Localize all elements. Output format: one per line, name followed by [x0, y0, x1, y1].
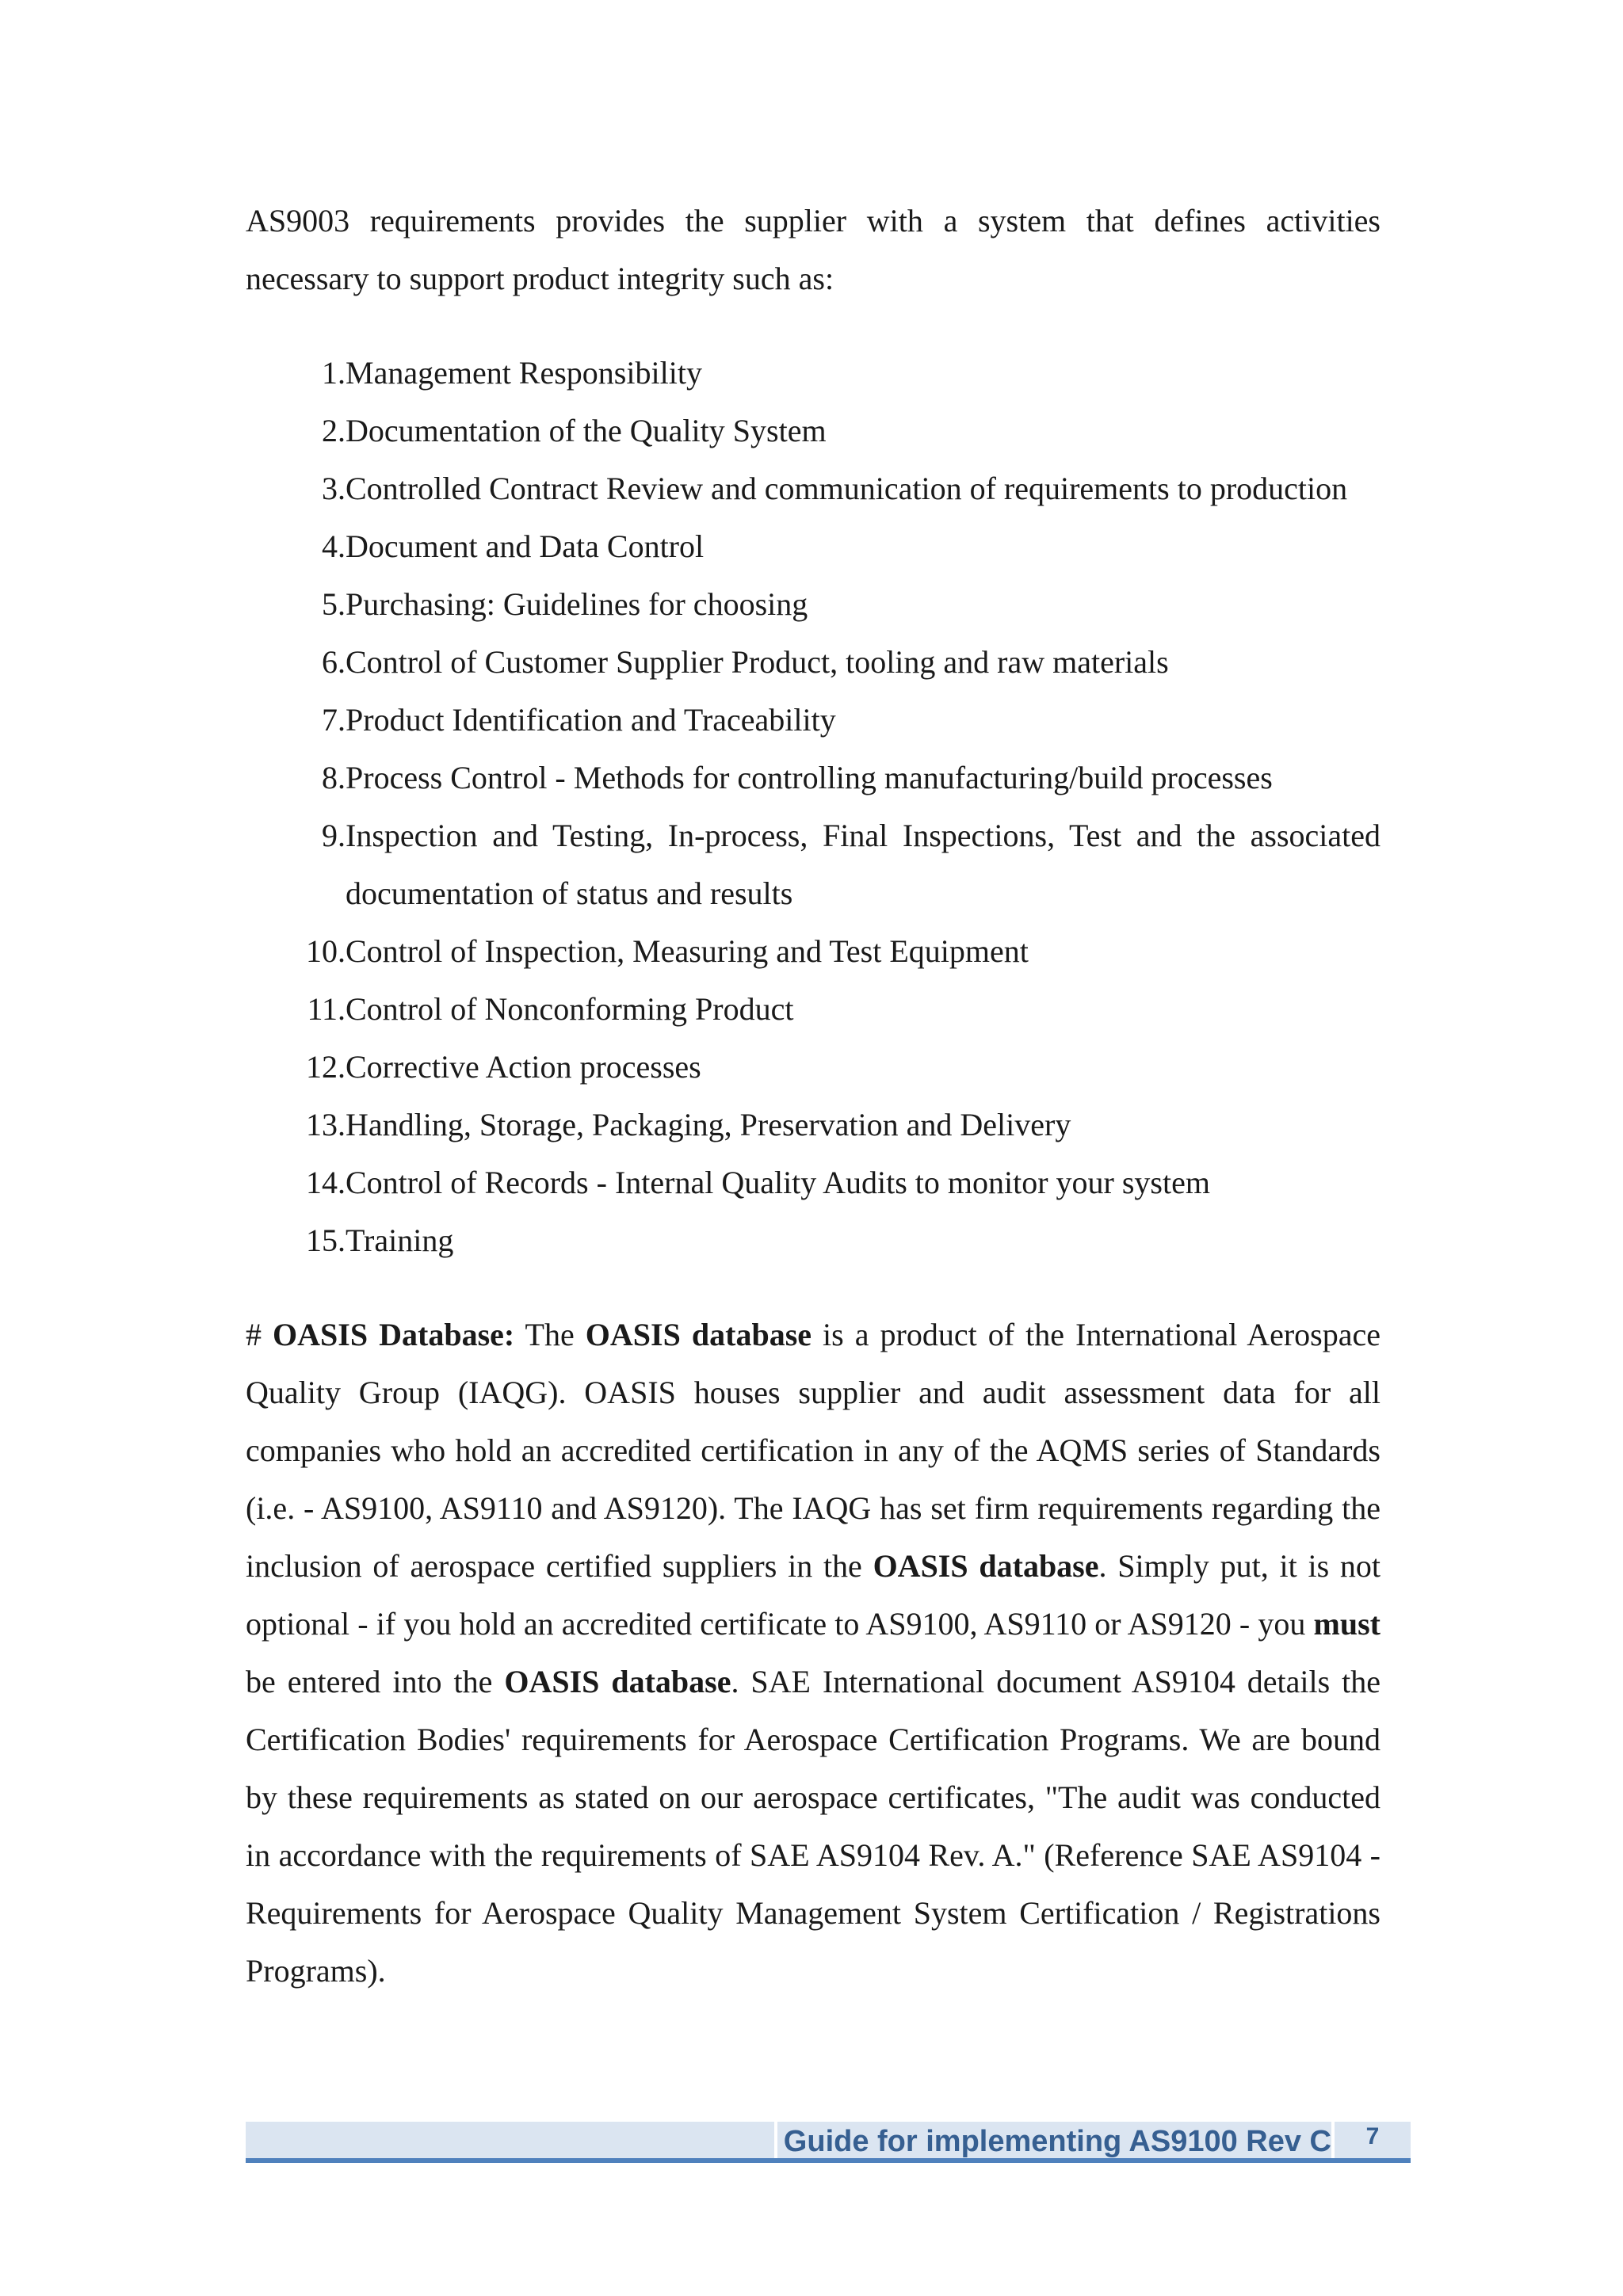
- list-item-text: Process Control - Methods for controlling manufacturing/build processes: [346, 760, 1273, 795]
- list-item-text: Control of Customer Supplier Product, tooling and raw materials: [346, 644, 1169, 680]
- list-item-text: Controlled Contract Review and communication of requirements to production: [346, 471, 1348, 506]
- list-item-number: 5.: [322, 586, 346, 622]
- list-item-number: 1.: [322, 355, 346, 391]
- list-item: [246, 980, 1381, 1038]
- list-item: [246, 575, 1381, 633]
- list-item-text: Control of Inspection, Measuring and Test Equipment: [346, 933, 1029, 969]
- page-footer: [246, 2122, 1411, 2164]
- list-item-text: Purchasing: Guidelines for choosing: [346, 586, 808, 622]
- list-item: [246, 1096, 1381, 1154]
- list-item: [246, 633, 1381, 691]
- list-item: [246, 1211, 1381, 1269]
- list-item-text: Product Identification and Traceability: [346, 702, 836, 738]
- oasis-bold-3: OASIS database: [504, 1664, 731, 1699]
- list-item: [246, 344, 1381, 402]
- list-item-number: 13.: [306, 1107, 346, 1142]
- oasis-bold-must: must: [1313, 1606, 1381, 1642]
- oasis-text-1: The: [514, 1317, 586, 1352]
- page-number: 7: [1331, 2122, 1411, 2158]
- oasis-text-5: . SAE International document AS9104 details the Certification Bodies' requirements for Aerospace Certification Programs. We are bound by these requirements as stated on our aerospace certificates, "The audit was conducted in accordance with the requirements of SAE AS9104 Rev. A." (Reference SAE AS9104 - Requirements for Aerospace Quality Management System Certification / Registrations Programs).: [246, 1664, 1381, 1989]
- list-item-text: Handling, Storage, Packaging, Preservation and Delivery: [346, 1107, 1071, 1142]
- list-item-number: 3.: [322, 471, 346, 506]
- list-item-number: 10.: [306, 933, 346, 969]
- list-item-text: Inspection and Testing, In-process, Final Inspections, Test and the associated documentation of status and results: [346, 818, 1381, 911]
- list-item: [246, 691, 1381, 749]
- list-item-text: Management Responsibility: [346, 355, 702, 391]
- list-item-number: 8.: [322, 760, 346, 795]
- list-item-text: Corrective Action processes: [346, 1049, 701, 1085]
- oasis-heading: OASIS Database:: [273, 1317, 515, 1352]
- list-item-number: 6.: [322, 644, 346, 680]
- list-item-number: 9.: [322, 818, 346, 853]
- list-item-number: 7.: [322, 702, 346, 738]
- list-item-number: 2.: [322, 413, 346, 448]
- oasis-prefix: #: [246, 1317, 273, 1352]
- intro-paragraph: AS9003 requirements provides the supplier with a system that defines activities necessary to support product integrity such as:: [246, 203, 1381, 296]
- list-item-text: Training: [346, 1222, 454, 1258]
- footer-rule: [246, 2158, 1411, 2163]
- list-item: [246, 749, 1381, 807]
- list-item: [246, 1154, 1381, 1211]
- list-item: [246, 460, 1381, 517]
- list-item: [246, 922, 1381, 980]
- list-item-number: 11.: [307, 991, 346, 1027]
- oasis-text-3: . Simply put, it is not optional - if you hold an accredited certificate to AS9100, AS9110 or AS9120 - you: [246, 1548, 1381, 1642]
- oasis-text-2: is a product of the International Aerospace Quality Group (IAQG). OASIS houses supplier and audit assessment data for all companies who hold an accredited certification in any of the AQMS series of Standards (i.e. - AS9100, AS9110 and AS9120). The IAQG has set firm requirements regarding the inclusion of aerospace certified suppliers in the: [246, 1317, 1381, 1584]
- footer-title: Guide for implementing AS9100 Rev C: [774, 2122, 1331, 2158]
- list-item: [246, 517, 1381, 575]
- requirements-list: [246, 344, 1381, 1269]
- list-item: [246, 1038, 1381, 1096]
- oasis-bold-2: OASIS database: [873, 1548, 1099, 1584]
- list-item: [246, 402, 1381, 460]
- list-item-text: Control of Nonconforming Product: [346, 991, 794, 1027]
- document-page: [246, 192, 1381, 2000]
- list-item-number: 4.: [322, 528, 346, 564]
- list-item: [246, 807, 1381, 922]
- list-item-text: Document and Data Control: [346, 528, 705, 564]
- list-item-number: 12.: [306, 1049, 346, 1085]
- oasis-paragraph: [246, 1306, 1381, 2000]
- oasis-text-4: be entered into the: [246, 1664, 505, 1699]
- list-item-text: Documentation of the Quality System: [346, 413, 827, 448]
- list-item-text: Control of Records - Internal Quality Audits to monitor your system: [346, 1165, 1210, 1200]
- oasis-bold-1: OASIS database: [585, 1317, 812, 1352]
- list-item-number: 15.: [306, 1222, 346, 1258]
- list-item-number: 14.: [306, 1165, 346, 1200]
